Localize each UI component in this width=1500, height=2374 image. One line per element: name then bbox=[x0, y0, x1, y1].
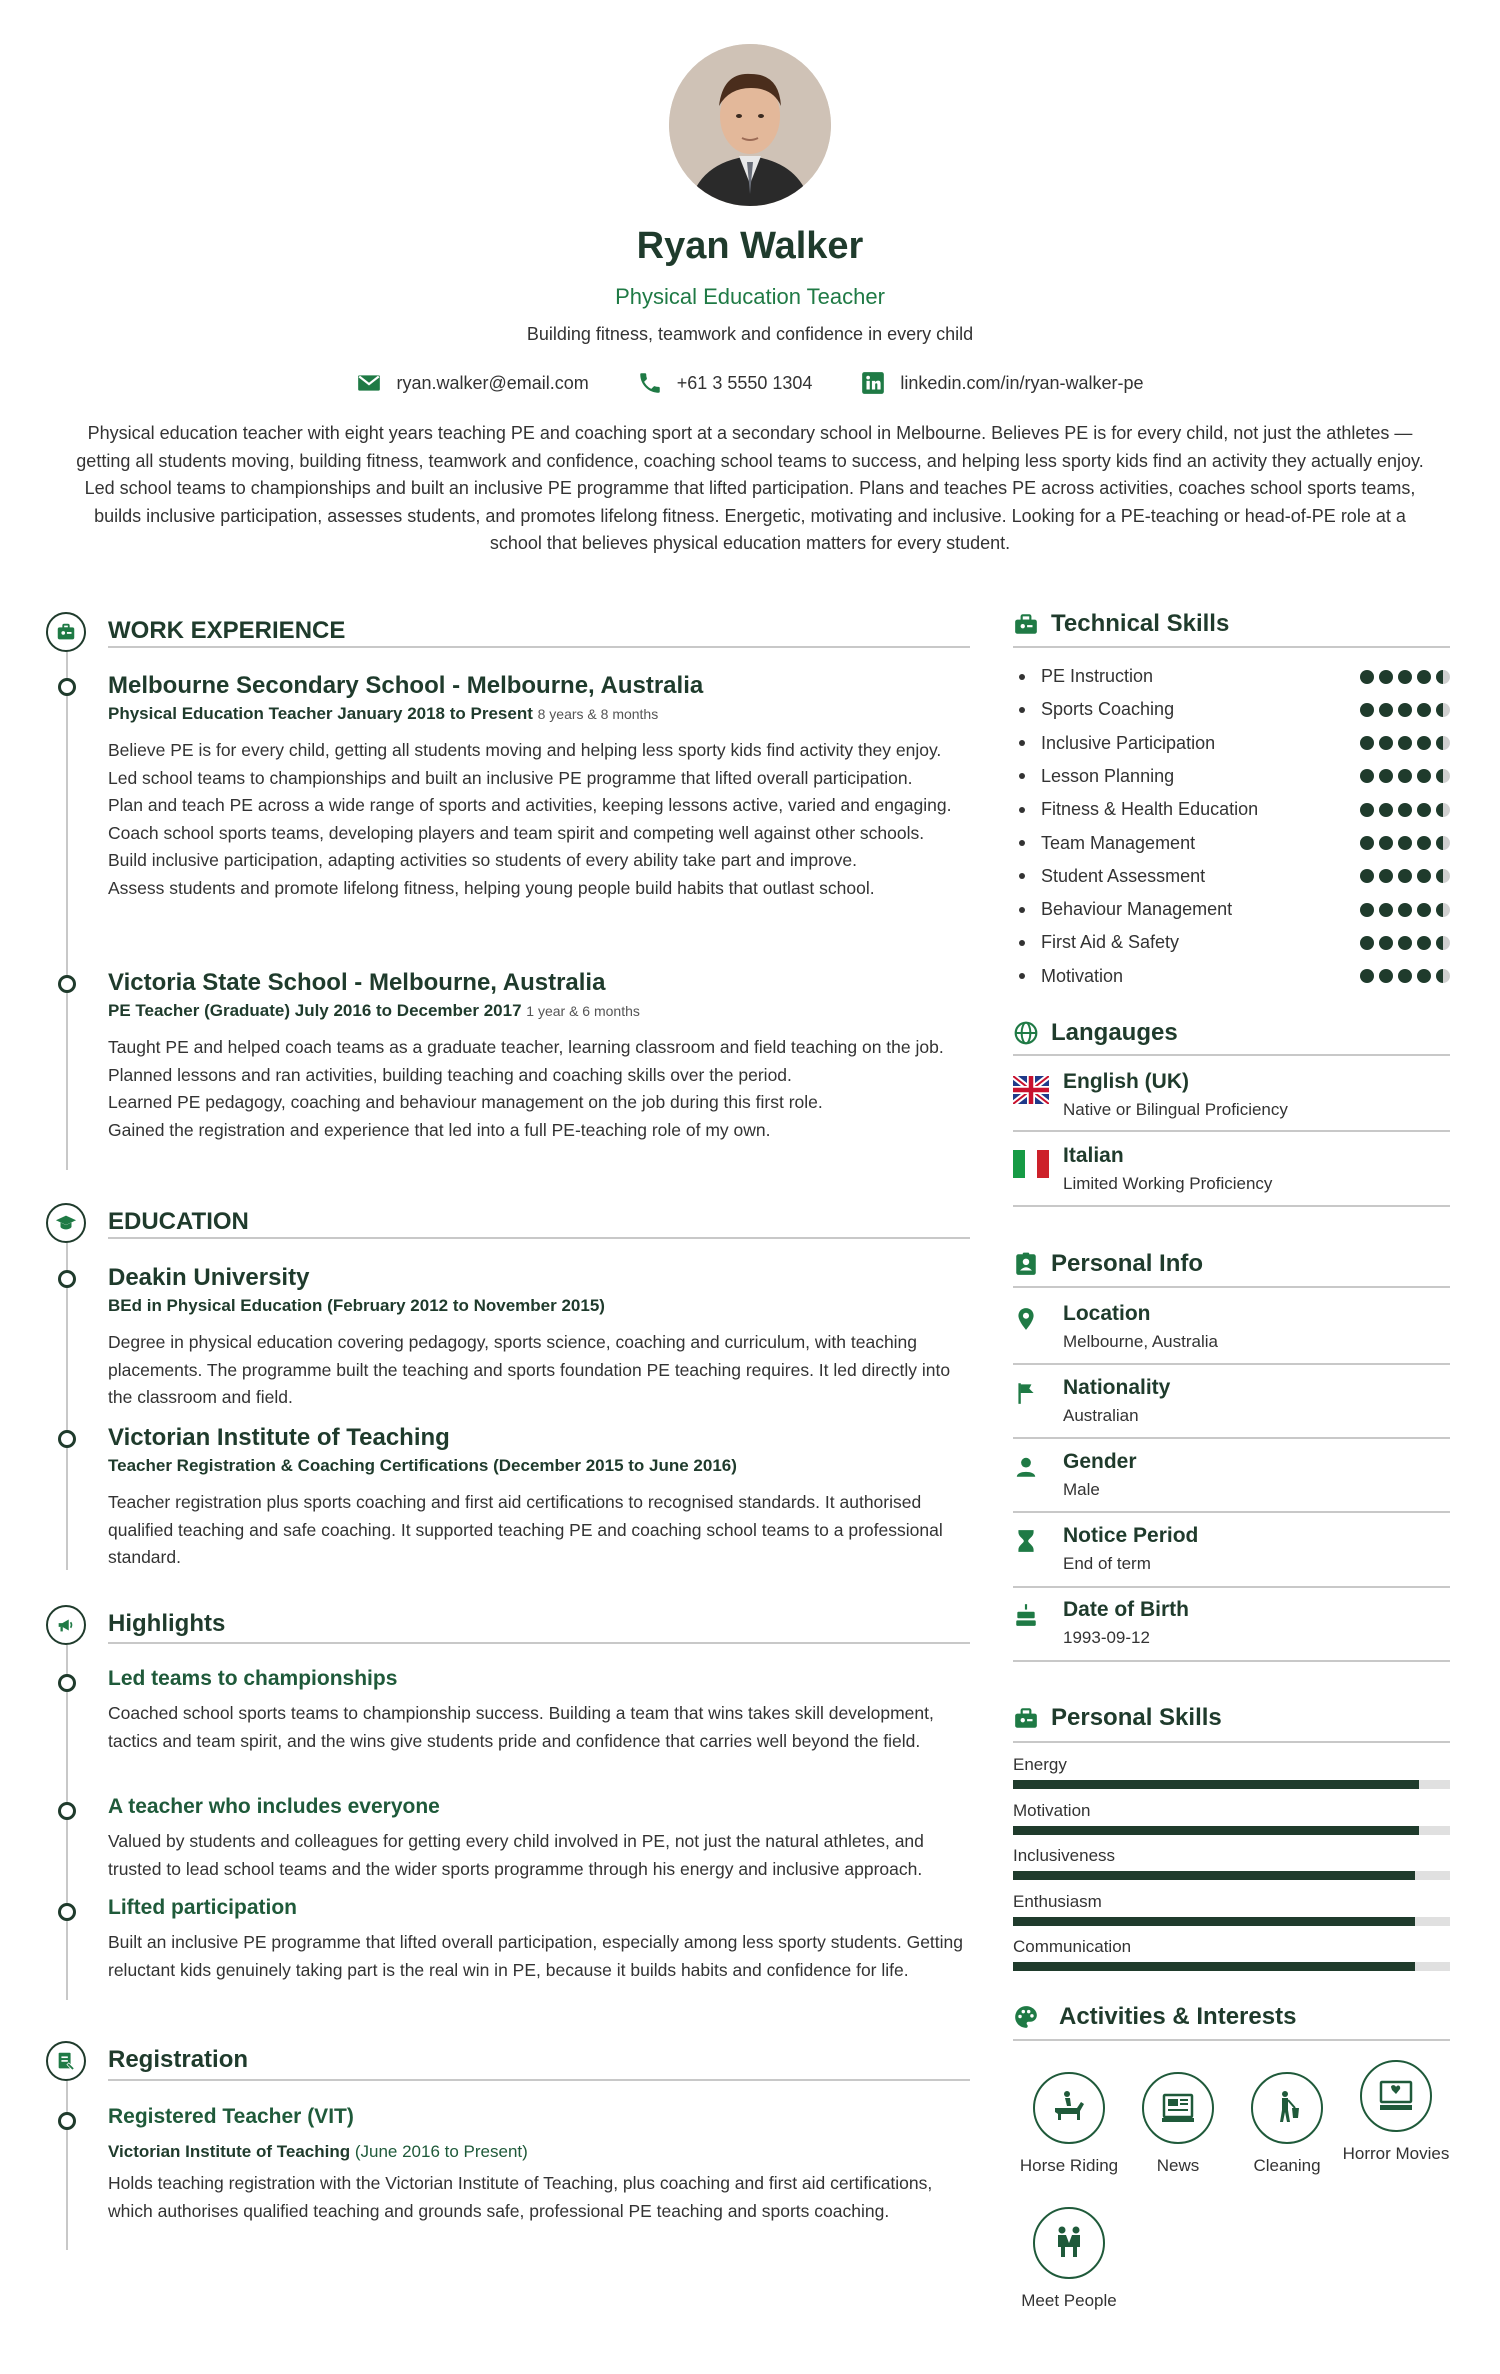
horse-riding-icon bbox=[1047, 2086, 1091, 2130]
info-key: Date of Birth bbox=[1063, 1598, 1189, 1621]
job-role bbox=[108, 1001, 640, 1021]
info-key: Notice Period bbox=[1063, 1524, 1199, 1547]
location-pin-icon bbox=[1013, 1306, 1039, 1332]
technical-skill-row bbox=[1013, 660, 1450, 693]
degree-dates: (December 2015 to June 2016) bbox=[493, 1456, 737, 1475]
rating-dot-icon bbox=[1360, 936, 1374, 950]
meet-people-icon bbox=[1047, 2221, 1091, 2265]
divider bbox=[108, 1237, 970, 1239]
skill-bar-track bbox=[1013, 1780, 1450, 1789]
registration-dates: (June 2016 to Present) bbox=[354, 2142, 528, 2161]
rating-dot-icon bbox=[1436, 936, 1450, 950]
info-value: End of term bbox=[1063, 1554, 1151, 1573]
timeline-dot bbox=[58, 678, 76, 696]
registration-document-icon bbox=[55, 2050, 77, 2072]
skill-bar-track bbox=[1013, 1962, 1450, 1971]
personal-skill-row bbox=[1013, 1755, 1450, 1775]
highlights-section-header bbox=[46, 1605, 226, 1645]
highlight-title: A teacher who includes everyone bbox=[108, 1795, 440, 1818]
technical-skill-row bbox=[1013, 793, 1450, 826]
technical-skills-header bbox=[1013, 610, 1229, 638]
registration-title: Registered Teacher (VIT) bbox=[108, 2105, 354, 2128]
linkedin-text: linkedin.com/in/ryan-walker-pe bbox=[900, 372, 1144, 393]
rating-dot-icon bbox=[1398, 836, 1412, 850]
technical-skill-name: Inclusive Participation bbox=[1041, 732, 1216, 753]
personal-skill-name: Communication bbox=[1013, 1937, 1132, 1956]
news-icon bbox=[1156, 2086, 1200, 2130]
rating-dot-icon bbox=[1379, 869, 1393, 883]
horror-movies-icon bbox=[1374, 2074, 1418, 2118]
rating-dot-icon bbox=[1379, 969, 1393, 983]
technical-skill-name: Lesson Planning bbox=[1041, 765, 1175, 786]
info-value: 1993-09-12 bbox=[1063, 1628, 1150, 1647]
italy-flag-icon bbox=[1013, 1150, 1049, 1178]
toolbox-icon bbox=[1013, 1705, 1039, 1731]
technical-skill-row bbox=[1013, 960, 1450, 993]
rating-dot-icon bbox=[1398, 736, 1412, 750]
rating-dot-icon bbox=[1379, 836, 1393, 850]
rating-dot-icon bbox=[1417, 803, 1431, 817]
divider bbox=[1013, 1130, 1450, 1132]
registration-org-line bbox=[108, 2142, 528, 2162]
briefcase-badge-icon bbox=[55, 621, 77, 643]
rating-dot-icon bbox=[1398, 969, 1412, 983]
activity-horror-movies bbox=[1341, 2060, 1451, 2165]
skill-rating bbox=[1360, 703, 1450, 717]
rating-dot-icon bbox=[1379, 803, 1393, 817]
bullet-icon bbox=[1019, 973, 1025, 979]
skill-rating bbox=[1360, 769, 1450, 783]
personal-skill-name: Inclusiveness bbox=[1013, 1846, 1116, 1865]
activity-label: Horror Movies bbox=[1342, 2144, 1450, 2163]
profile-summary: Physical education teacher with eight years teaching PE and coaching sport at a secondary school in Melbourne. Believes PE is for every child, not just the athletes — getting all students moving, building fitness, teamwork and confidence, coaching school teams to success, and helping less sporty kids find an activity they actually enjoy. Led school teams to championships and built an inclusive PE programme that lifted participation. Plans and teaches PE across activities, coaches school sports teams, builds inclusive participation, assesses students, and promotes lifelong fitness. Energetic, motivating and inclusive. Looking for a PE-teaching or head-of-PE role at a school that believes physical education matters for every student. bbox=[76, 423, 1424, 553]
contact-bar bbox=[0, 370, 1500, 396]
info-value: Australian bbox=[1063, 1406, 1139, 1425]
rating-dot-icon bbox=[1360, 836, 1374, 850]
education-org: Deakin University bbox=[108, 1264, 310, 1291]
activity-meet-people bbox=[1014, 2207, 1124, 2312]
linkedin-icon bbox=[860, 370, 886, 396]
rating-dot-icon bbox=[1436, 903, 1450, 917]
highlight-description: Built an inclusive PE programme that lifted overall participation, especially among less sporty students. Getting reluctant kids genuinely taking part is the real win in PE, because it builds habits and confidence for life. bbox=[108, 1932, 964, 1980]
registration-heading: Registration bbox=[108, 2046, 249, 2073]
technical-skill-name: Student Assessment bbox=[1041, 865, 1206, 886]
language-level: Limited Working Proficiency bbox=[1063, 1174, 1273, 1193]
bullet-icon bbox=[1019, 707, 1025, 713]
technical-skill-row bbox=[1013, 893, 1450, 926]
personal-skill-name: Motivation bbox=[1013, 1800, 1091, 1820]
education-description: Teacher registration plus sports coaching and first aid certifications to recognised standards. It authorised qualified teaching and safe coaching. It supported teaching PE and coaching school teams to a professional standard. bbox=[108, 1492, 943, 1567]
divider bbox=[1013, 2039, 1450, 2041]
language-name: English (UK) bbox=[1063, 1070, 1189, 1093]
highlights-heading: Highlights bbox=[108, 1610, 226, 1637]
email-text: ryan.walker@email.com bbox=[396, 372, 589, 393]
timeline-dot bbox=[58, 1903, 76, 1921]
education-heading: EDUCATION bbox=[108, 1208, 249, 1235]
divider bbox=[108, 2079, 970, 2081]
timeline-dot bbox=[58, 975, 76, 993]
timeline-line bbox=[66, 1240, 68, 1570]
technical-skill-name: Behaviour Management bbox=[1041, 899, 1233, 920]
megaphone-icon bbox=[55, 1614, 77, 1636]
personal-skills-header bbox=[1013, 1704, 1222, 1732]
technical-skill-row bbox=[1013, 860, 1450, 893]
highlight-description: Coached school sports teams to championship success. Building a team that wins takes skill development, tactics and team spirit, and the wins give students pride and confidence that carries well beyond the field. bbox=[108, 1703, 934, 1751]
activity-news bbox=[1123, 2072, 1233, 2177]
candidate-name: Ryan Walker bbox=[636, 225, 864, 267]
candidate-title: Physical Education Teacher bbox=[615, 284, 885, 309]
personal-skill-row bbox=[1013, 1801, 1450, 1821]
rating-dot-icon bbox=[1417, 969, 1431, 983]
skill-bar-fill bbox=[1013, 1962, 1415, 1971]
technical-skill-name: Team Management bbox=[1041, 832, 1196, 853]
education-description: Degree in physical education covering pedagogy, sports science, coaching and curriculum, with teaching placements. The programme built the teaching and sports foundation PE teaching requires. It led directly into the classroom and field. bbox=[108, 1332, 951, 1407]
divider bbox=[1013, 646, 1450, 648]
language-level: Native or Bilingual Proficiency bbox=[1063, 1100, 1288, 1119]
candidate-tagline: Building fitness, teamwork and confidence in every child bbox=[526, 324, 974, 344]
rating-dot-icon bbox=[1417, 769, 1431, 783]
rating-dot-icon bbox=[1379, 903, 1393, 917]
skill-rating bbox=[1360, 969, 1450, 983]
rating-dot-icon bbox=[1379, 936, 1393, 950]
languages-heading: Langauges bbox=[1051, 1019, 1178, 1046]
highlight-title: Lifted participation bbox=[108, 1896, 297, 1919]
divider bbox=[108, 1642, 970, 1644]
job-description: Taught PE and helped coach teams as a graduate teacher, learning classroom and field teaching on the job. Planned lessons and ran activities, building teaching and coaching skills over the period. Learned PE pedagogy, coaching and behaviour management on the job during this first role. Gained the registration and experience that led into a full PE-teaching role of my own. bbox=[108, 1037, 944, 1140]
rating-dot-icon bbox=[1360, 736, 1374, 750]
degree-text: Teacher Registration & Coaching Certifications bbox=[108, 1456, 489, 1475]
divider bbox=[1013, 1437, 1450, 1439]
skill-bar-track bbox=[1013, 1871, 1450, 1880]
technical-skill-row bbox=[1013, 727, 1450, 760]
timeline-dot bbox=[58, 2112, 76, 2130]
rating-dot-icon bbox=[1436, 869, 1450, 883]
personal-skill-row bbox=[1013, 1892, 1450, 1912]
activities-heading: Activities & Interests bbox=[1059, 2003, 1297, 2030]
divider bbox=[1013, 1054, 1450, 1056]
rating-dot-icon bbox=[1360, 969, 1374, 983]
cake-icon bbox=[1013, 1602, 1039, 1628]
timeline-dot bbox=[58, 1430, 76, 1448]
job-role-text: Physical Education Teacher January 2018 to Present bbox=[108, 704, 533, 723]
avatar-photo-icon bbox=[669, 44, 831, 206]
registration-description: Holds teaching registration with the Victorian Institute of Teaching, plus coaching and first aid certifications, which authorises qualified teaching and grounds safe, professional PE teaching and sports coaching. bbox=[108, 2173, 933, 2221]
technical-skill-name: Fitness & Health Education bbox=[1041, 799, 1259, 820]
info-key: Gender bbox=[1063, 1450, 1137, 1473]
uk-flag-icon bbox=[1013, 1076, 1049, 1104]
bullet-icon bbox=[1019, 940, 1025, 946]
rating-dot-icon bbox=[1379, 703, 1393, 717]
rating-dot-icon bbox=[1436, 769, 1450, 783]
rating-dot-icon bbox=[1436, 836, 1450, 850]
rating-dot-icon bbox=[1398, 703, 1412, 717]
contact-linkedin[interactable] bbox=[860, 370, 1143, 396]
rating-dot-icon bbox=[1398, 670, 1412, 684]
rating-dot-icon bbox=[1360, 869, 1374, 883]
timeline-dot bbox=[58, 1674, 76, 1692]
bullet-icon bbox=[1019, 873, 1025, 879]
rating-dot-icon bbox=[1398, 803, 1412, 817]
rating-dot-icon bbox=[1379, 769, 1393, 783]
divider bbox=[1013, 1511, 1450, 1513]
flag-icon bbox=[1013, 1380, 1039, 1406]
activity-label: Horse Riding bbox=[1019, 2156, 1119, 2175]
work-section-header bbox=[46, 612, 346, 652]
globe-icon bbox=[1013, 1020, 1039, 1046]
rating-dot-icon bbox=[1436, 969, 1450, 983]
personal-info-header bbox=[1013, 1250, 1203, 1278]
rating-dot-icon bbox=[1398, 903, 1412, 917]
language-name: Italian bbox=[1063, 1144, 1124, 1167]
divider bbox=[1013, 1586, 1450, 1588]
rating-dot-icon bbox=[1417, 903, 1431, 917]
personal-skill-name: Enthusiasm bbox=[1013, 1891, 1102, 1911]
rating-dot-icon bbox=[1417, 936, 1431, 950]
degree-text: BEd in Physical Education bbox=[108, 1296, 323, 1315]
skill-bar-track bbox=[1013, 1826, 1450, 1835]
skill-bar-track bbox=[1013, 1917, 1450, 1926]
rating-dot-icon bbox=[1417, 836, 1431, 850]
technical-skill-name: Motivation bbox=[1041, 965, 1124, 986]
highlight-title: Led teams to championships bbox=[108, 1667, 398, 1690]
rating-dot-icon bbox=[1398, 936, 1412, 950]
technical-skill-name: Sports Coaching bbox=[1041, 699, 1175, 720]
technical-skill-name: First Aid & Safety bbox=[1041, 932, 1180, 953]
skill-bar-fill bbox=[1013, 1826, 1419, 1835]
rating-dot-icon bbox=[1398, 869, 1412, 883]
activity-cleaning bbox=[1232, 2072, 1342, 2177]
job-duration: 1 year & 6 months bbox=[526, 1003, 640, 1019]
timeline-line bbox=[66, 2080, 68, 2250]
info-key: Nationality bbox=[1063, 1376, 1171, 1399]
divider bbox=[1013, 1286, 1450, 1288]
divider bbox=[1013, 1205, 1450, 1207]
skill-rating bbox=[1360, 903, 1450, 917]
graduation-cap-icon bbox=[55, 1212, 77, 1234]
divider bbox=[108, 646, 970, 648]
bullet-icon bbox=[1019, 840, 1025, 846]
registration-org: Victorian Institute of Teaching bbox=[108, 2142, 351, 2161]
rating-dot-icon bbox=[1436, 670, 1450, 684]
job-duration: 8 years & 8 months bbox=[537, 706, 659, 722]
person-icon bbox=[1013, 1454, 1039, 1480]
rating-dot-icon bbox=[1417, 703, 1431, 717]
info-key: Location bbox=[1063, 1302, 1151, 1325]
activity-label: Cleaning bbox=[1253, 2156, 1321, 2175]
rating-dot-icon bbox=[1417, 736, 1431, 750]
timeline-line bbox=[66, 1645, 68, 2000]
timeline-line bbox=[66, 650, 68, 1170]
contact-phone[interactable] bbox=[637, 370, 813, 396]
skill-bar-fill bbox=[1013, 1780, 1419, 1789]
rating-dot-icon bbox=[1360, 903, 1374, 917]
skill-rating bbox=[1360, 736, 1450, 750]
rating-dot-icon bbox=[1436, 703, 1450, 717]
activity-label: News bbox=[1156, 2156, 1200, 2175]
personal-info-heading: Personal Info bbox=[1051, 1250, 1204, 1277]
rating-dot-icon bbox=[1417, 869, 1431, 883]
personal-skill-row bbox=[1013, 1846, 1450, 1866]
languages-header bbox=[1013, 1019, 1178, 1047]
job-description: Believe PE is for every child, getting all students moving and helping less sporty kids find activity they enjoy. Led school teams to championships and built an inclusive PE programme that lifted overall participation. Plan and teach PE across a wide range of sports and activities, keeping lessons active, varied and engaging. Coach school sports teams, developing players and team spirit and competing well against other schools. Build inclusive participation, adapting activities so students of every ability take part and improve. Assess students and promote lifelong fitness, helping young people build habits that outlast school. bbox=[108, 740, 952, 898]
phone-icon bbox=[637, 370, 663, 396]
timeline-dot bbox=[58, 1802, 76, 1820]
bullet-icon bbox=[1019, 674, 1025, 680]
technical-skill-row bbox=[1013, 760, 1450, 793]
technical-skill-row bbox=[1013, 693, 1450, 726]
job-role-text: PE Teacher (Graduate) July 2016 to December 2017 bbox=[108, 1001, 522, 1020]
rating-dot-icon bbox=[1360, 703, 1374, 717]
id-card-icon bbox=[1013, 1251, 1039, 1277]
email-icon bbox=[356, 370, 382, 396]
personal-skill-name: Energy bbox=[1013, 1755, 1067, 1774]
registration-section-header bbox=[46, 2041, 249, 2081]
degree-dates: (February 2012 to November 2015) bbox=[327, 1296, 605, 1315]
bullet-icon bbox=[1019, 740, 1025, 746]
skill-rating bbox=[1360, 836, 1450, 850]
education-org: Victorian Institute of Teaching bbox=[108, 1424, 450, 1451]
job-org: Victoria State School - Melbourne, Australia bbox=[108, 969, 606, 996]
info-value: Male bbox=[1063, 1480, 1100, 1499]
contact-email[interactable] bbox=[356, 370, 588, 396]
avatar bbox=[669, 44, 831, 206]
hourglass-icon bbox=[1013, 1528, 1039, 1554]
technical-skills-heading: Technical Skills bbox=[1051, 610, 1230, 637]
activity-label: Meet People bbox=[1021, 2291, 1117, 2310]
highlight-description: Valued by students and colleagues for getting every child involved in PE, not just the natural athletes, and trusted to lead school teams and the wider sports programme through his energy and inclusive approach. bbox=[108, 1831, 924, 1879]
technical-skill-row bbox=[1013, 827, 1450, 860]
rating-dot-icon bbox=[1436, 736, 1450, 750]
divider bbox=[1013, 1741, 1450, 1743]
toolbox-icon bbox=[1013, 611, 1039, 637]
rating-dot-icon bbox=[1360, 803, 1374, 817]
rating-dot-icon bbox=[1360, 769, 1374, 783]
personal-skill-row bbox=[1013, 1937, 1450, 1957]
palette-icon bbox=[1013, 2004, 1039, 2030]
skill-rating bbox=[1360, 803, 1450, 817]
education-degree bbox=[108, 1296, 605, 1316]
phone-text: +61 3 5550 1304 bbox=[676, 372, 813, 393]
skill-rating bbox=[1360, 670, 1450, 684]
activity-horse-riding bbox=[1014, 2072, 1124, 2177]
rating-dot-icon bbox=[1360, 670, 1374, 684]
activities-header bbox=[1013, 2003, 1296, 2031]
bullet-icon bbox=[1019, 807, 1025, 813]
technical-skill-name: PE Instruction bbox=[1041, 666, 1154, 686]
info-value: Melbourne, Australia bbox=[1063, 1332, 1218, 1351]
personal-skills-heading: Personal Skills bbox=[1051, 1704, 1222, 1731]
education-section-header bbox=[46, 1203, 249, 1243]
divider bbox=[1013, 1660, 1450, 1662]
rating-dot-icon bbox=[1398, 769, 1412, 783]
skill-bar-fill bbox=[1013, 1871, 1415, 1880]
work-heading: WORK EXPERIENCE bbox=[108, 617, 346, 644]
job-org: Melbourne Secondary School - Melbourne, Australia bbox=[108, 672, 704, 699]
rating-dot-icon bbox=[1436, 803, 1450, 817]
divider bbox=[1013, 1363, 1450, 1365]
rating-dot-icon bbox=[1379, 736, 1393, 750]
job-role bbox=[108, 704, 658, 724]
cleaning-icon bbox=[1265, 2086, 1309, 2130]
timeline-dot bbox=[58, 1270, 76, 1288]
technical-skill-row bbox=[1013, 926, 1450, 959]
education-degree bbox=[108, 1456, 737, 1476]
bullet-icon bbox=[1019, 773, 1025, 779]
bullet-icon bbox=[1019, 907, 1025, 913]
rating-dot-icon bbox=[1417, 670, 1431, 684]
skill-rating bbox=[1360, 869, 1450, 883]
skill-rating bbox=[1360, 936, 1450, 950]
skill-bar-fill bbox=[1013, 1917, 1415, 1926]
rating-dot-icon bbox=[1379, 670, 1393, 684]
